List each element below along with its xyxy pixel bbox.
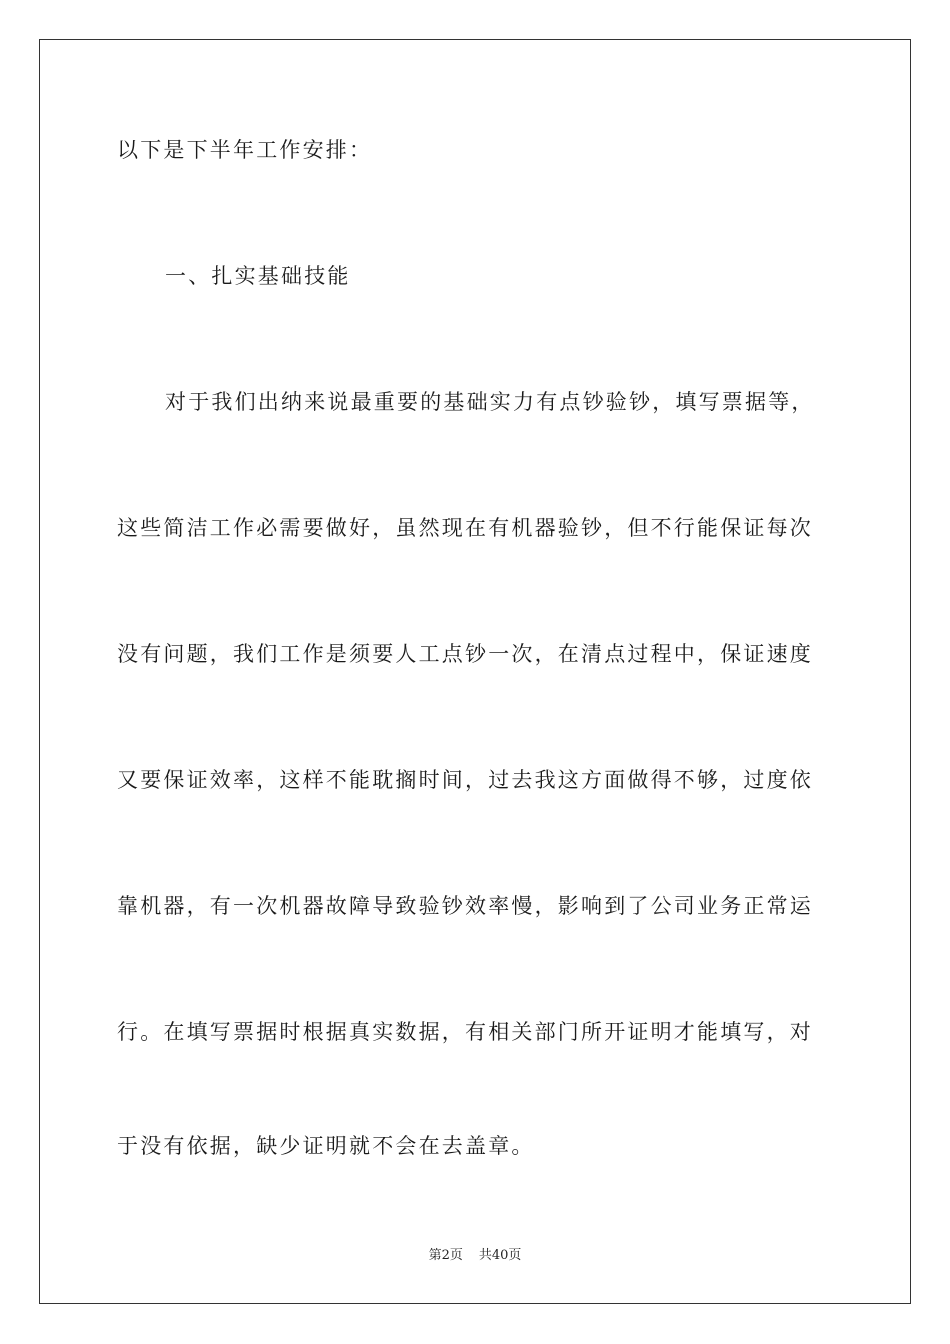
section-heading: 一、扎实基础技能 xyxy=(165,264,351,288)
paragraph-line-7: 于没有依据，缺少证明就不会在去盖章。 xyxy=(117,1134,535,1158)
paragraph-line-5: 靠机器，有一次机器故障导致验钞效率慢，影响到了公司业务正常运 xyxy=(117,894,813,918)
paragraph-line-2: 这些简洁工作必需要做好，虽然现在有机器验钞，但不行能保证每次 xyxy=(117,516,813,540)
paragraph-line-6: 行。在填写票据时根据真实数据，有相关部门所开证明才能填写，对 xyxy=(117,1020,813,1044)
page-total: 共40页 xyxy=(478,1248,522,1263)
paragraph-line-3: 没有问题，我们工作是须要人工点钞一次，在清点过程中，保证速度 xyxy=(117,642,813,666)
page-border xyxy=(39,39,911,1304)
paragraph-line-4: 又要保证效率，这样不能耽搁时间，过去我这方面做得不够，过度依 xyxy=(117,768,813,792)
page-footer xyxy=(0,1247,950,1265)
intro-line: 以下是下半年工作安排： xyxy=(117,138,373,162)
paragraph-line-1: 对于我们出纳来说最重要的基础实力有点钞验钞，填写票据等， xyxy=(165,390,815,414)
page-number: 第2页 xyxy=(428,1248,463,1263)
